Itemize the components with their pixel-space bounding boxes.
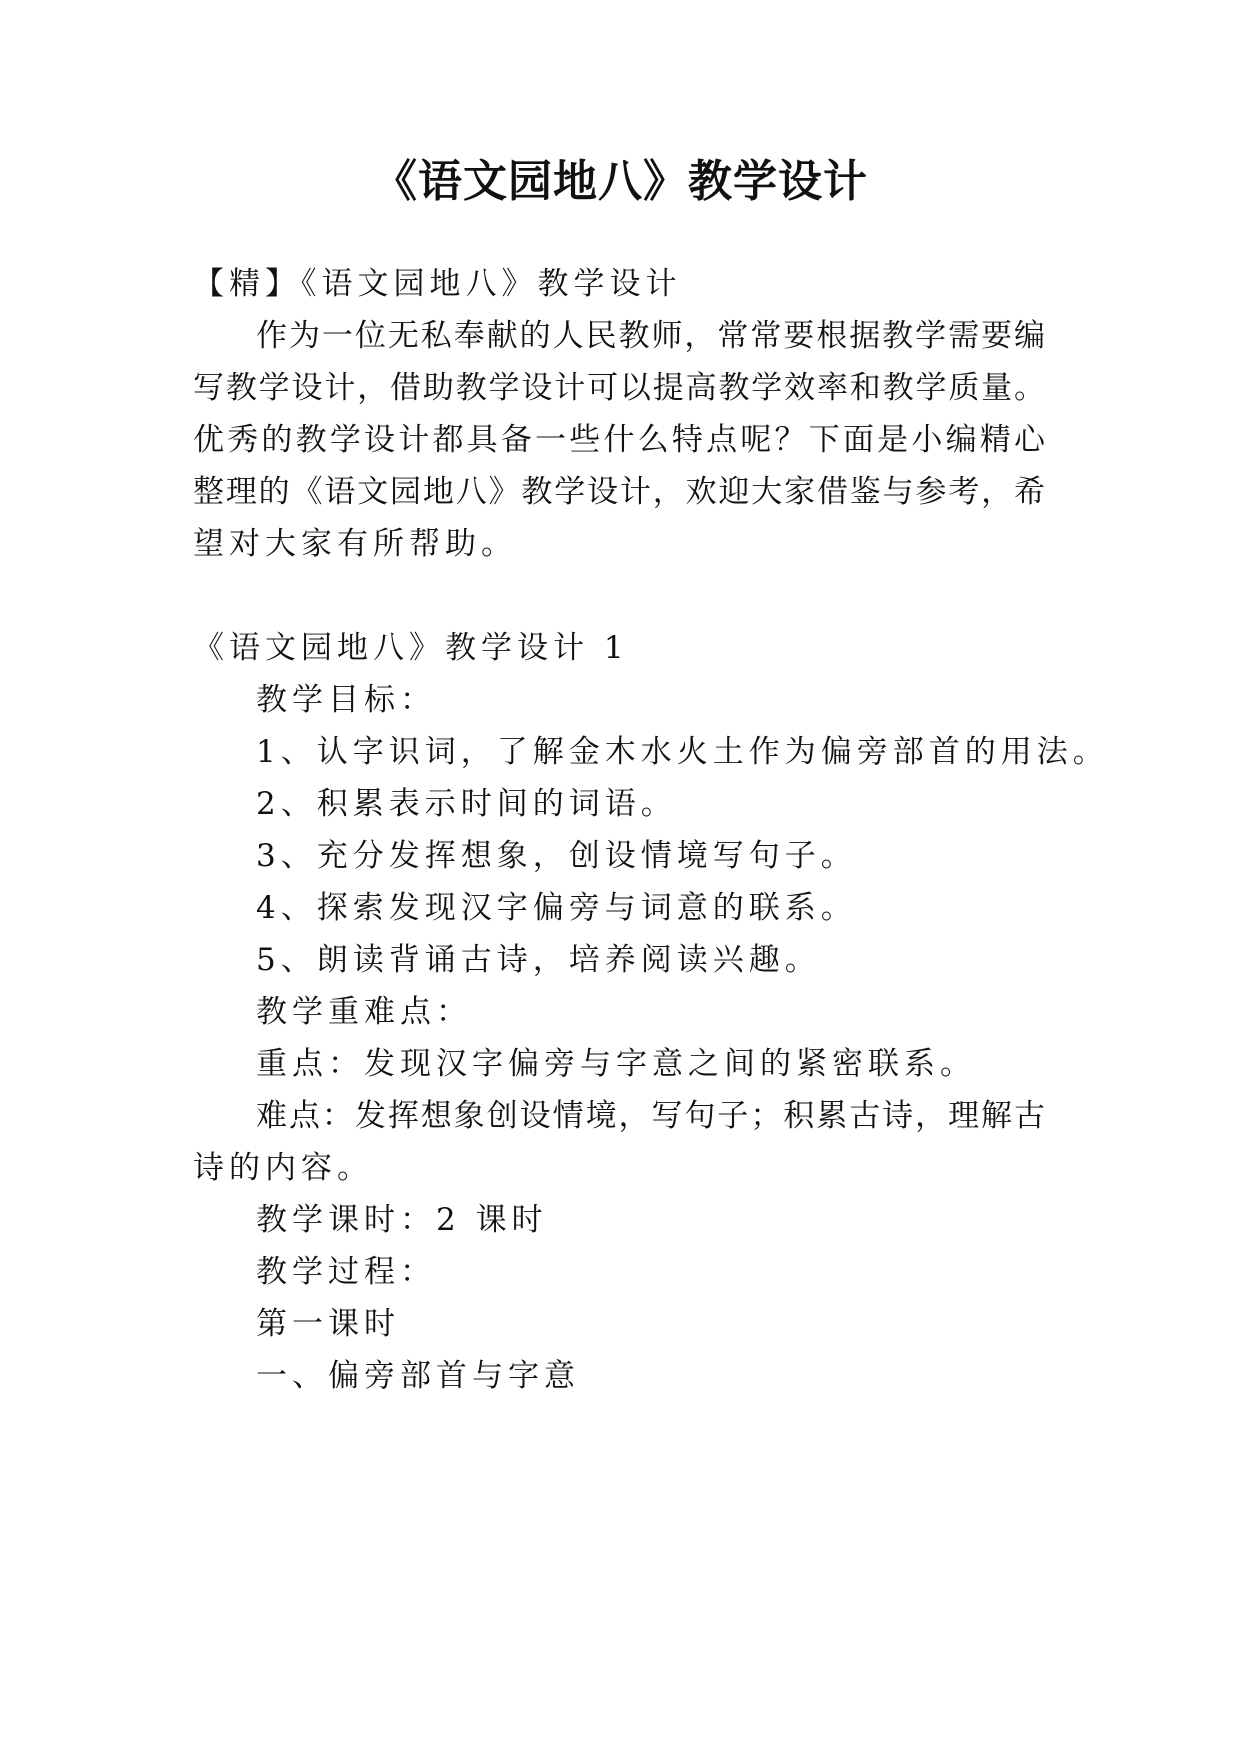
objective-item: 2、积累表示时间的词语。	[256, 786, 677, 822]
objective-item: 4、探索发现汉字偏旁与词意的联系。	[256, 890, 857, 926]
key-point: 重点：发现汉字偏旁与字意之间的紧密联系。	[256, 1046, 976, 1082]
objectives-label: 教学目标：	[256, 682, 436, 718]
part-one-heading: 一、偏旁部首与字意	[256, 1358, 580, 1394]
difficult-point: 难点：发挥想象创设情境，写句子；积累古诗，理解古	[256, 1098, 1045, 1134]
lesson-one-heading: 第一课时	[256, 1306, 400, 1342]
intro-line: 优秀的教学设计都具备一些什么特点呢？下面是小编精心	[193, 422, 1045, 458]
document-title: 《语文园地八》教学设计	[373, 156, 868, 207]
intro-line: 望对大家有所帮助。	[193, 526, 517, 562]
teaching-hours: 教学课时：2 课时	[256, 1202, 548, 1238]
objective-item: 5、朗读背诵古诗，培养阅读兴趣。	[256, 942, 821, 978]
intro-line: 写教学设计，借助教学设计可以提高教学效率和教学质量。	[193, 370, 1045, 406]
section-heading: 《语文园地八》教学设计 1	[193, 630, 629, 666]
difficult-point-continued: 诗的内容。	[193, 1150, 373, 1186]
intro-line: 整理的《语文园地八》教学设计，欢迎大家借鉴与参考，希	[193, 474, 1045, 510]
intro-line: 作为一位无私奉献的人民教师，常常要根据教学需要编	[256, 318, 1045, 354]
objective-item: 1、认字识词，了解金木水火土作为偏旁部首的用法。	[256, 734, 1109, 770]
document-subtitle: 【精】《语文园地八》教学设计	[193, 266, 682, 302]
difficulty-label: 教学重难点：	[256, 994, 472, 1030]
process-label: 教学过程：	[256, 1254, 436, 1290]
objective-item: 3、充分发挥想象，创设情境写句子。	[256, 838, 857, 874]
